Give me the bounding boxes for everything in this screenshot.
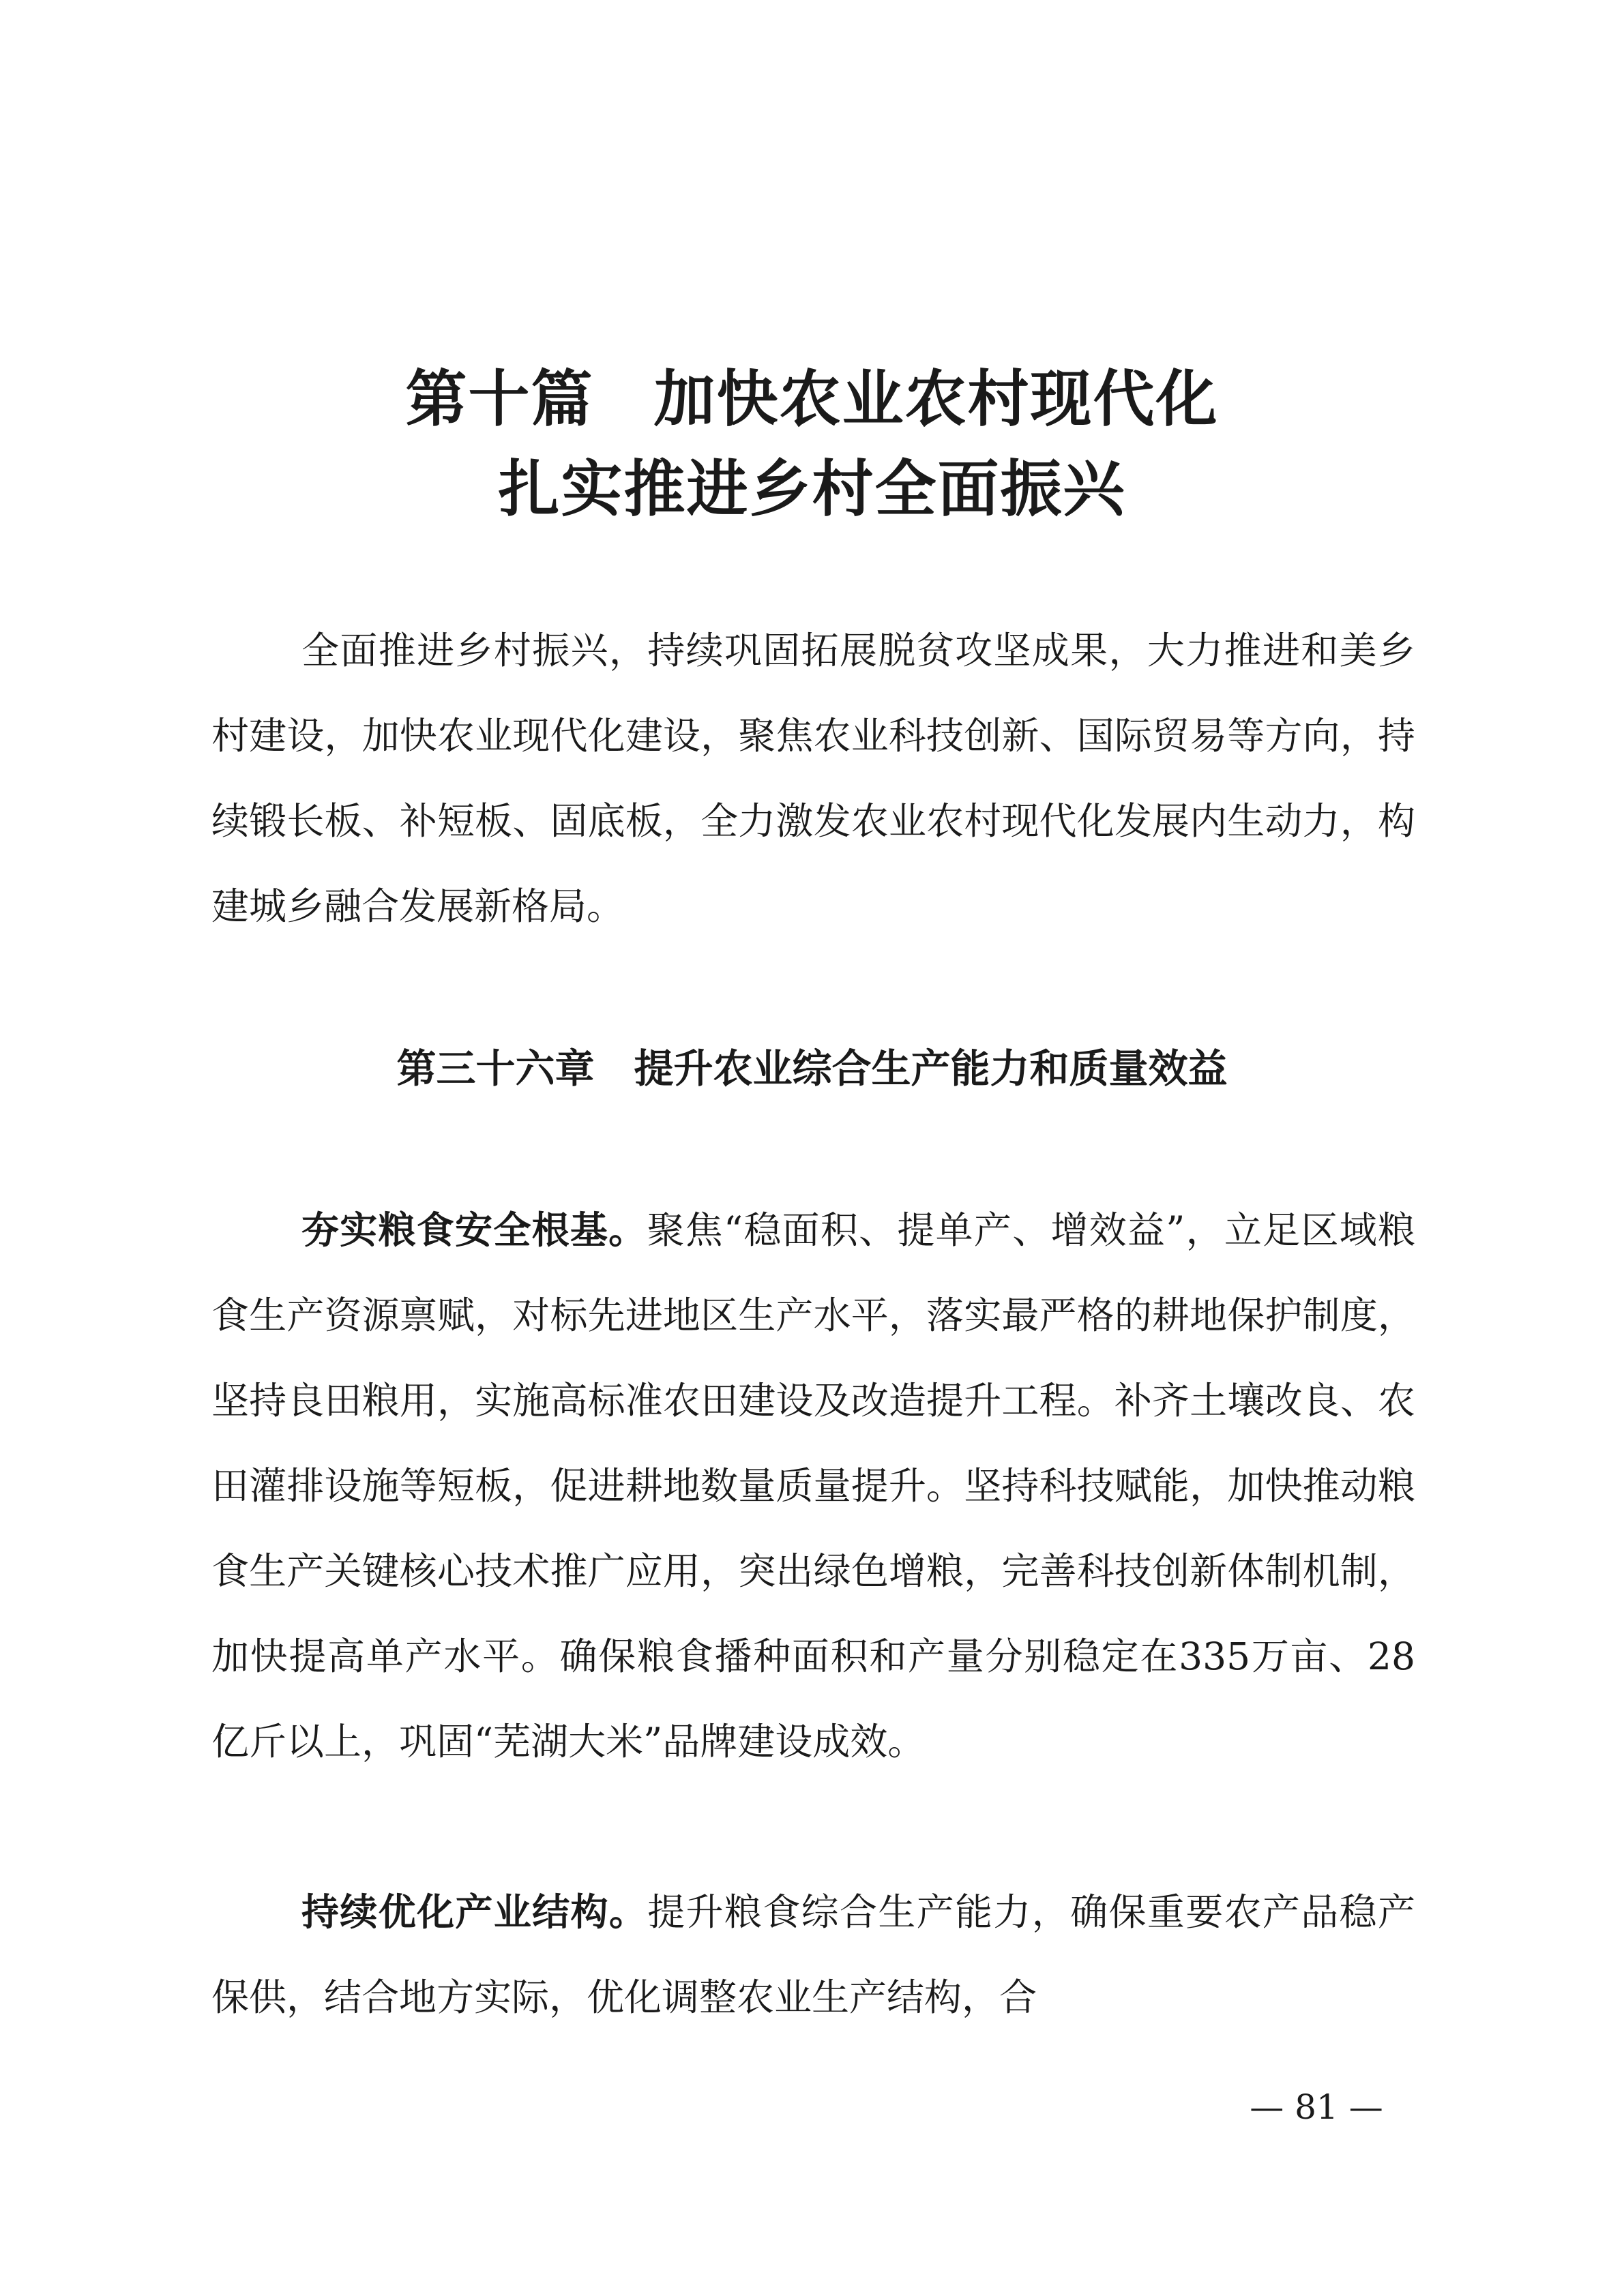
- section-paragraph: [211, 1188, 1415, 1785]
- part-title-line-2: 扎实推进乡村全面振兴: [498, 453, 1126, 525]
- part-number: 第十篇: [405, 363, 594, 435]
- section-paragraph: [211, 1870, 1415, 2040]
- section-heading: 持续优化产业结构。: [301, 1890, 648, 1934]
- intro-text: 全面推进乡村振兴，持续巩固拓展脱贫攻坚成果，大力推进和美乡村建设，加快农业现代化建设，聚焦农业科技创新、国际贸易等方向，持续锻长板、补短板、固底板，全力激发农业农村现代化发展内生动力，构建城乡融合发展新格局。: [211, 629, 1415, 928]
- section-heading: 夯实粮食安全根基。: [301, 1208, 647, 1252]
- section-body: 提升粮食综合生产能力，确保重要农产品稳产保供，结合地方实际，优化调整农业生产结构，合: [211, 1890, 1415, 2019]
- chapter-number: 第三十六章: [396, 1045, 595, 1092]
- part-title-main: 加快农业农村现代化: [653, 363, 1219, 435]
- part-title-line-1: [0, 355, 1624, 445]
- chapter-title: 提升农业综合生产能力和质量效益: [634, 1045, 1228, 1092]
- intro-paragraph: [211, 608, 1415, 949]
- section-body: 聚焦“稳面积、提单产、增效益”，立足区域粮食生产资源禀赋，对标先进地区生产水平，落实最严格的耕地保护制度，坚持良田粮用，实施高标准农田建设及改造提升工程。补齐土壤改良、农田灌排设施等短板，促进耕地数量质量提升。坚持科技赋能，加快推动粮食生产关键核心技术推广应用，突出绿色增粮，完善科技创新体制机制，加快提高单产水平。确保粮食播种面积和产量分别稳定在335万亩、28亿斤以上，巩固“芜湖大米”品牌建设成效。: [211, 1208, 1415, 1763]
- part-title: [0, 355, 1624, 535]
- page-number: — 81 —: [1250, 2087, 1383, 2127]
- chapter-heading: [0, 1041, 1624, 1096]
